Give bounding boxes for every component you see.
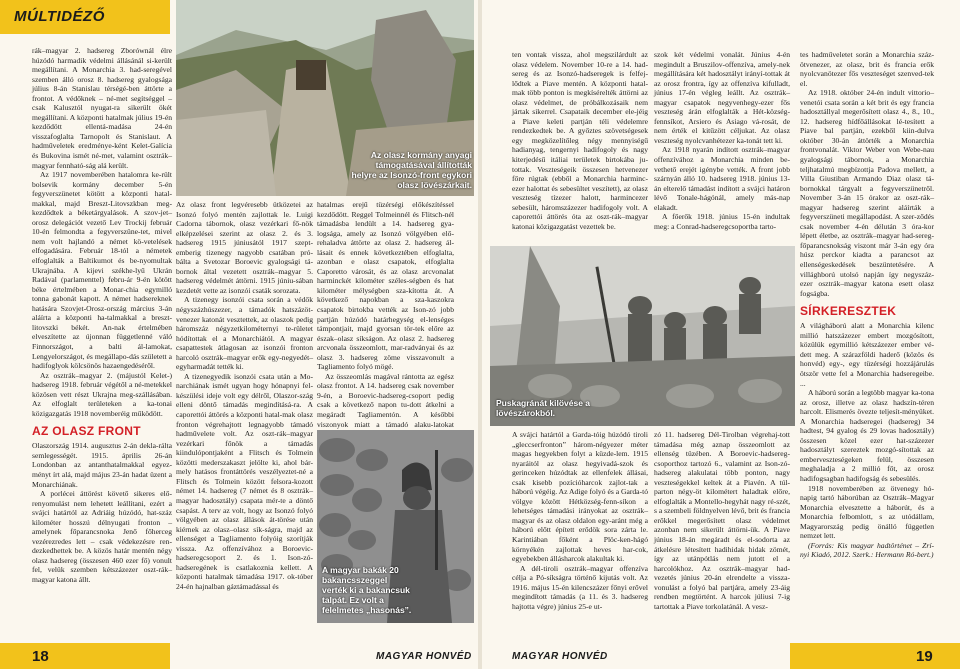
paragraph: A főerők 1918. június 15-én indultak meg: a Conrad-hadseregcsoportba tarto-	[654, 212, 790, 231]
right-column-3	[800, 50, 934, 638]
right-column-2-bottom	[654, 430, 790, 640]
right-column-1-top	[512, 50, 648, 240]
soldier-photo-caption: A magyar bakák 20 bakancsszeggel verték ki a bakancsuk talpát. Ez volt a felelmetes „hasonás”.	[322, 565, 412, 615]
paragraph: Az 1918 nyarán indított osztrák–magyar offenzívához a Monarchia minden be-vethető erejét igénybe vették. A front jobb szárnyán álló 10. hadsereg 1918. június 13-án elterelő támadást indított a svájci határon lévő Tonale-hágónál, amely más-nap elakadt.	[654, 145, 790, 212]
left-column-3	[317, 200, 454, 429]
left-column-2	[176, 200, 313, 612]
gunners-photo-caption: Puskagránát kilövése a lövészárokból.	[496, 398, 591, 418]
paragraph: Az 1917 novemberében hatalomra ke-rült bolsevik kormány december 5-én fegyverszünetet kötött a központi hatal-makkal, majd Breszt-Litovszkban meg-kezdődtek a béketárgyalások. A szov-jet–orosz delegációt vezető Lev Trockij február 10-én felmondta a fegyverszüne-tet, mivel nem volt hajlandó a német kö-vetelések elfogadására. Február 18-tól a németek elfoglalták a Baltikumot és be-nyomultak Ukrajnába. A kijevi székhe-lyű Ukrán Radával (parlamenttel) febru-ár 9-én kötött béke értelmében a Monar-chia egymilló tonna gabonát kapott. A német hadsereknek hatására Szovjet-Orosz-ország március 3-án aláírta a központi ha-talmakkal a breszt-litovszki békét. An-nak értelmében elveszítette az újonnan függetlenné váló Finnországot, a balti ál-lamokat, Lengyelországot, és megállapo-dás született a hadifoglyok kölcsönös hazaengedéséről.	[32, 170, 172, 371]
paragraph: Az 1918. október 24-én indult vittorio–venetói csata során a két brit és egy francia hadosztállyal megerősített olasz 4., 8., 10., 12. hadsereg hídfőállásokat lé-tesített a Piave bal partján, ezekből kiin-dulva október 30-án áttörték a Monarchia frontvonalát. Viktor Weber von Webe-nau gyalogsági tábornok, a Monarchia teljhatalmú megbízottja Padova mellett, a Villa Giustiban Armando Diaz olasz tá-bornokkal tárgyalt a fegyverszünetről. November 3-án 15 órakor az oszt-rák–magyar hadsereg szerint aláírták a fegyverszüneti megállapodást. A szer-ződés csak november 4-én délután 3 óra-kor lépett életbe, az osztrák–magyar had-sereg-főparancsnokság viszont már 3-án egy óra húsz perckor kiadta a parancsot az ellenségeskedések beszüntetésére. A villághború utolsó napján így negyszáz-ezer osztrák–magyar katona esett olasz fogságba.	[800, 88, 934, 298]
footer-band-right	[790, 643, 960, 669]
section-heading-sirkeresztek: SÍRKERESZTEK	[800, 304, 897, 319]
paragraph: zó 11. hadsereg Dél-Tirolban végrehaj-tott támadása még aznap összeomlott az ellenség tüzében. A Boroevic-hadsereg-csoporthoz tartozó 6., valamint az Ison-zó-hadsereg alakulatai több ponton, nagy veszteségekkel keltek át a Piavén. A túl-parton négy-öt kilométert haladtak előre, elfoglalták a Montello-hegyhát nagy ré-szét, s a szembeli földnyelven lévő, brit és francia erőkkel megerősített olasz védelmet azonban nem sikerült áttörni-ük. A Piave június 18-án megáradt és el-sodorta az átkelésre létesített hadihidak hidak zömét, így az utánpótlás nem jutott el a harcolókhoz. Az osztrák–magyar had-vezetés június 20-án elrendelte a vissza-vonulást a folyó bal partjára, amely 23-áig rendben megtörtént. A harcok júliusi 7-ig tartottak a Piave torkolatánál. A vesz-	[654, 430, 790, 611]
page-number-left: 18	[32, 648, 49, 665]
paragraph: szok két védelmi vonalát. Június 4-én megindult a Bruszilov-offenzíva, amely-nek megállítására két hadosztályt irányí-tottak át az orosz frontra, így az offenzíva kifulladt, június 17-én végleg leállt. Az osztrák–magyar csapatok negyvenhegy-ezer fős veszteség árán elfoglalták a Hét-község-fennsíkot, Arsiero és Asiago vá-rosát, de nem érték el kitűzött céljukat. Az olasz veszteség nyolcvanhétezer ka-tonát tett ki.	[654, 50, 790, 145]
right-column-2-top	[654, 50, 790, 240]
paragraph: Olaszország 1914. augusztus 2-án dekla-rálta semlegességét. 1915. április 26-án Londonban az antanthatalmakkal egyez-ményt írt alá, majd május 23-án hadat üzent a Monarchiának.	[32, 441, 172, 489]
source-note: (Forrás: Kis magyar hadtörténet – Zrí-nyi Kiadó, 2012. Szerk.: Hermann Ró-bert.)	[800, 540, 934, 560]
paragraph: A tizenegy isonzói csata során a védők négyszázhúszezer, a támadók hatszázöt-venezer katonát vesztettek, az olaszok pedig háromszáz négyzetkilométernyi te-rületet hódítottak el a Monarchiától. A magyar csapattestek átlagosan az isonzói fronton harcoló osztrák–magyar erők egy-negyedét–egyharmadát tették ki.	[176, 295, 313, 372]
magazine-name-left: MAGYAR HONVÉD	[376, 651, 472, 662]
right-page	[482, 0, 960, 669]
trench-photo-caption: Az olasz kormány anyagi támogatásával állították helyre az Isonzó-front egykori olasz lövészárkait.	[351, 150, 472, 190]
paragraph: A porlécei áttörést követő sikeres elő-renyomulást nem lehetett leállítani, ezért a svájci határtól az Adriáig húzódó, hat-száz kilométer hosszú délnyugati fronton – amelynek főparancsnoka Jenő főherceg vezérezredes lett – csak védekezésre ren-dezkedhettek be. A közös határ mentén négy olasz hadsereg (összesen 460 ezer fő) vonult fel, velük szemben kétszázezer oszt-rák–magyar katona állt.	[32, 489, 172, 584]
paragraph: rák–magyar 2. hadsereg Zborównál élre húzódó harmadik védelmi állásánál si-került megállítani. A Monarchia 3. had-seregével szemben álló orosz 8. hadsereg gyalogsága július 8-án Stanislau térségé-ben áttörte a frontot. A védőknek – né-met segítséggel – csak Kalusztól nyugat-ra sikerült ökét megállítani. A központi hatalmak július 19-én kezdődött ellentá-madása 24-én visszafoglalta Tarnopolt és Stanislaut. A hadműveletek eredménye-ként Kelet-Galícia és Bukovina ismét né-met, valamint osztrák–magyar fennható-ság alá került.	[32, 46, 172, 170]
paragraph: ten vontak vissza, ahol megszilárdult az olasz védelem. November 10-re a 14. had-sereg és az Isonzó-hadseregek is felfej-lődtek a Piave mentén. A központi hatal-mak több ponton is megkísérelték áttörni az olasz védelmet, de próbálkozásaik nem jártak sikerrel. Csapataik december ele-jéig a Piave keleti partján téli védelemre rendezkedtek be. A győztes szövetségesek egy megközelítőleg négy mennyiségű hadianyag, tengernyi hadifogoly és nagy kiterjedésű itáliai területek birtokába ju-tottak. Veszteségeik összesen hetvenezer főre rúgtak (ebből a Monarchia harminc-ezer halottat és sebesültet veszített), az olasz veszteség tízezer halott, harmincezer sebesült, háromszázezer hadifogoly volt. A caporettói áttörés óta az oszt-rák–magyar katonai közigazgatást vezettek be.	[512, 50, 648, 231]
left-column-1	[32, 46, 172, 626]
paragraph: Az összeomlás magával rántotta az egész olasz frontot. A 14. hadsereg csak november 9-én, a Boroevic-hadsereg-csoport pedig csak a következő napon tu-dott átkelni a megáradt Tagliamentón. A későbbi viszonyok miatt a támadó alaku-latokat	[317, 371, 454, 429]
paragraph: 1918 novemberében az ötvenegy hó-napig tartó háborúban az Osztrák–Magyar Monarchia elvesztette a háborút, és a Monarchia felbomlott, s az utódállam, Magyarország pedig önálló független nemzet lett.	[800, 483, 934, 541]
right-column-1-bottom	[512, 430, 648, 640]
section-title: MÚLTIDÉZŐ	[14, 8, 105, 25]
paragraph: A háború során a legtöbb magyar ka-tona az orosz, illetve az olasz hadszín-téren harcolt. Elismerés övezte teljesít-ményüket. A Monarchia hadseregei (hadsereg) 34 hadtest, 94 gyalog és 29 lovas hadosztály) összesen közel ezer hat-százezer hadosztályt szereztek mozgó-sítottak az emberveszteségeken felül, összesen meghaladja a 2 millió főt, az orosz hadifogsagban hadifogság és sebesülés.	[800, 388, 934, 483]
paragraph: A dél-tiroli osztrák–magyar offenzíva célja a Pó-síkságra történő kijutás volt. Az 1916. május 15-én kilencszázer főnyi erővel megindított támadás (a 11. és 3. hadsereg hajtotta végre) június 25-e ut-	[512, 563, 648, 611]
footer-band-left	[0, 643, 170, 669]
section-header-band	[0, 0, 170, 34]
paragraph: hatalmas erejű tüzérségi előkészítéssel kezdődött. Reggel Tolmeinnél és Flitsch-nél támadásba lendült a 14. hadsereg gya-logsága, amely az Isonzó völgyében elő-rehaladva áttörte az olasz 2. hadsereg ál-lásait és ennek következtében elfoglalta, azonban e olasz csapatok, elfoglalta Caporetto városát, és az olasz arcvonalat harminckét kilométer széles-ségben és hat kilométer mélységben sza-kította át. A következő napokban a sza-kaszokra csapatok birtokba vették az Ison-zó jobb partján húzódó határhegység el-lenséges támpontjait, majd gyorsan tör-tek előre az észak–olasz síkságon. Az olasz 2. hadsereg arcvonala összeomlott, mar-radványai és az olasz 3. hadsereg zöme visszavonult a Tagliamento folyó mögé.	[317, 200, 454, 372]
page-number-right: 19	[916, 648, 933, 665]
magazine-name-right: MAGYAR HONVÉD	[512, 651, 608, 662]
paragraph: A tizenegyedik isonzói csata után a Mo-narchiának ismét ugyan hogy hónapnyi fel-készülési ideje volt egy délről, Olaszor-szág elleni döntő támadás megindításá-ra. A caporettói áttörés a központi hatal-mak olasz fronton végrehajtott legnagyobb támadó hadművelete volt. Az oszt-rák–magyar vezérkari főnök a támadás kiindulópontjaként a Flitsch és Tolmein közötti mederszakaszt jelölte ki, ahol bár-mely hatásos frontáttörés veszélyeztet-né a Flitsch és Tolmein között felsora-kozott német 14. hadsereg (7 német és 8 osztrák–magyar hadosztály) csapata mér-te a döntő csapást. A terv az volt, hogy az Isonzó folyó völgyében az olasz állások át-törése után kiérnek az olasz–olasz sík-ságra, majd az ellenséget a Tagliamento folyóig szorítják vissza. Az offenzívához a Boroevic-hadseregcsoport 2. és 1. Ison-zó-hadseregének is csatlakoznia kellett. A központi hatalmak támadása 1917. ok-tóber 24-én hajnalban gáztámadással és	[176, 371, 313, 591]
paragraph: Az olasz front legvéresebb ütközetei az Isonzó folyó mentén zajlottak le. Luigi Cadorna tábornok, olasz vezérkari fő-nök elképzelései szerint az olasz 2. és 3. hadsereg 1915 júniusától 1917 szept-emberig tizenegy nagyobb csatában pró-bálta a Svetozar Boroevic gyalogsági tá-bornok által vezetett osztrák–magyar 5. hadsereg védelmét áttörni. 1915 júniu-sában kezdetét vette az isonzói csaták sorozata.	[176, 200, 313, 295]
paragraph: A világháború alatt a Monarchia kilenc millió hatszázezer embert mozgósított, közülük egymillió kétszázezer ember vé-dett meg. A szárazföldi haderő (közös és honvéd) egy-, egy tüzérségi hozzájárulás ötször vette fel a Monarchia hadseregeibe. ...	[800, 321, 934, 388]
paragraph: tes hadműveletet során a Monarchia száz-ötvenezer, az olasz, brit és francia erők nyolcvanötezer fős veszteséget szenved-tek el.	[800, 50, 934, 88]
paragraph: A svájci határtól a Garda-tóig húzódó tiroli „gleccserfronton” három-négyezer méter magas hegyekben folyt a küzde-lem. 1915 nyaráitól az olasz hegyivadá-szok és gerinceken húzódtak az ellenfelek állásai, csak kisebb pozícióharcok zajlot-tak a háború végéig. Az Adige folyó és a Garda-tó völgye között Hétközség-fenn-síkon a lehetséges támadási irányokat az osztrák–magyar és az olasz oldalon egy-aránt még a háború előtt épített erődök sora zárta le. Karintiában főként a Plöc-ken-hágó környékén zajlottak heves har-cok, egyebekben állásharcok alakultak ki.	[512, 430, 648, 564]
left-page	[0, 0, 478, 669]
paragraph: Az osztrák–magyar 2. (májustól Kelet-) hadsereg 1918. február végétől a né-metekkel közösen vett részt Ukrajna meg-szállásában. Az elfoglalt területeken a ka-tonai közigazgatás 1918 novemberéig működött.	[32, 370, 172, 418]
section-heading-olasz-front: AZ OLASZ FRONT	[32, 424, 141, 439]
